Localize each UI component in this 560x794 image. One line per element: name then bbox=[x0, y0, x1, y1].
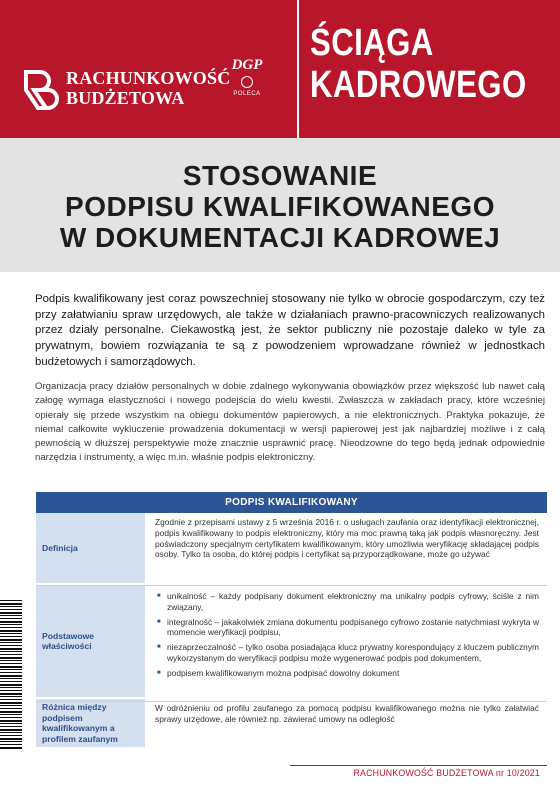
row-value: W odróżnieniu od profilu zaufanego za pomocą podpisu kwalifikowanego można nie tylko załatwiać sprawy urzędowe, ale również np. zawierać umowy na odległość bbox=[147, 699, 547, 747]
table-row bbox=[36, 585, 547, 699]
footer-issue: RACHUNKOWOŚĆ BUDŻETOWA nr 10/2021 bbox=[353, 768, 540, 778]
header-divider bbox=[297, 0, 299, 138]
row-value: Zgodnie z przepisami ustawy z 5 września 2016 r. o usługach zaufania oraz identyfikacji elektronicznej, podpis kwalifikowany to podpis elektroniczny, który ma moc prawną taką jak podpis własnoręczny. Jest poświadczony specjalnym certyfikatem kwalifikowanym, który umożliwia weryfikację składającej podpis osoby. Tylko ta osoba, do której podpis i certyfikat są przyporządkowane, może go używać bbox=[147, 513, 547, 583]
series-title-line-1: ŚCIĄGA bbox=[310, 22, 434, 64]
row-label: Definicja bbox=[36, 513, 147, 583]
page-title-line-3: W DOKUMENTACJI KADROWEJ bbox=[59, 222, 501, 253]
header-banner bbox=[0, 0, 560, 138]
list-item: ■ unikalność – każdy podpisany dokument elektroniczny ma unikalny podpis cyfrowy, ściśle z nim związany, bbox=[157, 591, 539, 613]
barcode bbox=[0, 600, 22, 750]
page-title-line-1: STOSOWANIE bbox=[182, 160, 378, 191]
row-value bbox=[147, 585, 547, 697]
row-divider bbox=[36, 701, 547, 702]
series-title bbox=[310, 22, 527, 106]
dgp-poleca: POLECA bbox=[233, 91, 261, 97]
list-item: ■ integralność – jakakolwiek zmiana dokumentu podpisanego cyfrowo zostanie natychmiast wykryta w momencie weryfikacji podpisu, bbox=[157, 617, 539, 639]
dgp-seal-icon bbox=[241, 76, 253, 88]
row-divider bbox=[36, 585, 547, 586]
list-item: ■ niezaprzeczalność – tylko osoba posiadająca klucz prywatny korespondujący z kluczem publicznym wykorzystanym do weryfikacji podpisu może wygenerować podpis pod dokumentem, bbox=[157, 642, 539, 664]
list-item: ■ podpisem kwalifikowanym można podpisać dowolny dokument bbox=[157, 668, 539, 679]
table-row bbox=[36, 699, 547, 749]
dgp-mark: DGP bbox=[231, 57, 263, 73]
title-band bbox=[0, 138, 560, 272]
properties-list bbox=[157, 591, 539, 679]
rb-logo-icon bbox=[20, 68, 60, 112]
series-title-line-2: KADROWEGO bbox=[310, 64, 527, 106]
info-table bbox=[36, 492, 547, 749]
row-label: Różnica między podpisem kwalifikowanym a profilem zaufanym bbox=[36, 699, 147, 747]
table-heading: PODPIS KWALIFIKOWANY bbox=[36, 492, 547, 513]
lead-paragraph: Podpis kwalifikowany jest coraz powszechniej stosowany nie tylko w obrocie gospodarczym, czy też przy załatwianiu spraw urzędowych, ale także w działaniach prawno-pracowniczych realizowanych przez działy personalne. Ciekawostką jest, że sektor publiczny nie pozostaje daleko w tyle za prywatnym, bowiem rozwiązania te są z powodzeniem wprowadzane również w jednostkach budżetowych i samorządowych. bbox=[35, 293, 545, 368]
publisher-line-1: RACHUNKOWOŚĆ bbox=[66, 68, 231, 88]
publisher-line-2: BUDŻETOWA bbox=[66, 88, 185, 108]
row-label: Podstawowe właściwości bbox=[36, 585, 147, 697]
dgp-badge bbox=[224, 58, 270, 122]
page-title bbox=[0, 160, 560, 253]
table-row bbox=[36, 513, 547, 585]
footer-rule bbox=[290, 765, 547, 766]
body-paragraph: Organizacja pracy działów personalnych w dobie zdalnego wykonywania obowiązków przez większość lub nawet całą załogę wymaga elastyczności i nowego podejścia do wielu kwestii. Zwłaszcza w zakładach pracy, które wcześniej opierały się przede wszystkim na obiegu dokumentów papierowych, a nie elektronicznych. Praktyka pokazuje, że niemal całkowite wykluczenie prowadzenia dokumentacji w wersji papierowej jest jak najbardziej możliwe i z całą pewnością w dłuższej perspektywie może znacznie usprawnić pracę. Nieodzowne do tego będą jednak odpowiednie narzędzia i instrumenty, a więc m.in. właśnie podpis elektroniczny. bbox=[35, 381, 545, 464]
publisher-name bbox=[66, 68, 230, 108]
page-title-line-2: PODPISU KWALIFIKOWANEGO bbox=[65, 191, 495, 222]
